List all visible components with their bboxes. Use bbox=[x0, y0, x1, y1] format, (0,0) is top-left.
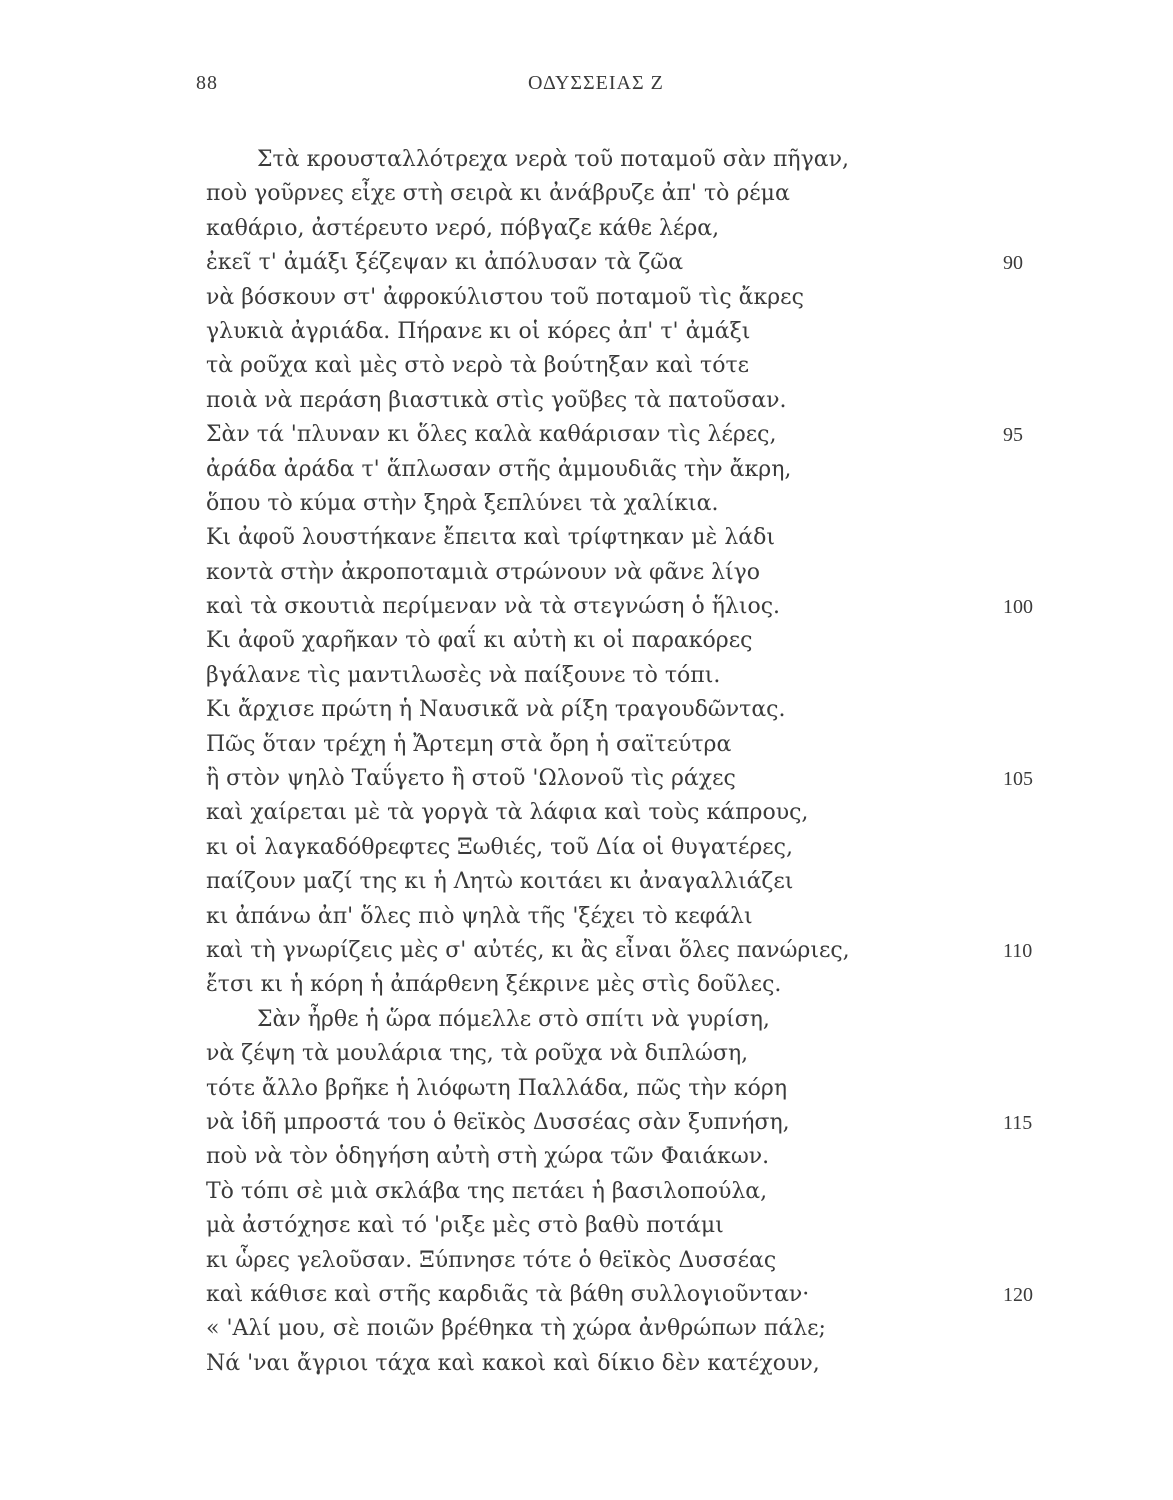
verse-text: καὶ τὴ γνωρίζεις μὲς σ' αὐτές, κι ἂς εἶναι ὅλες πανώριες, bbox=[206, 937, 850, 963]
verse-line bbox=[0, 968, 1173, 1002]
verse-line bbox=[0, 418, 1173, 452]
verse-line bbox=[0, 624, 1173, 658]
verse-text: « 'Αλί μου, σὲ ποιῶν βρέθηκα τὴ χώρα ἀνθρώπων πάλε; bbox=[206, 1316, 826, 1342]
verse-text: νὰ ζέψη τὰ μουλάρια της, τὰ ροῦχα νὰ διπλώση, bbox=[206, 1041, 749, 1067]
verse-text: καθάριο, ἀστέρευτο νερό, πόβγαζε κάθε λέρα, bbox=[206, 215, 720, 241]
line-number: 90 bbox=[1003, 252, 1023, 275]
line-number: 110 bbox=[1003, 939, 1033, 962]
verse-text: ποὺ γοῦρνες εἶχε στὴ σειρὰ κι ἀνάβρυζε ἀπ' τὸ ρέμα bbox=[206, 181, 790, 207]
verse-line bbox=[0, 934, 1173, 968]
page-number: 88 bbox=[196, 72, 218, 94]
verse-line bbox=[0, 693, 1173, 727]
verse-line bbox=[0, 831, 1173, 865]
verse-line bbox=[0, 1312, 1173, 1346]
verse-text: Κι ἀφοῦ λουστήκανε ἔπειτα καὶ τρίφτηκαν μὲ λάδι bbox=[206, 525, 775, 551]
verse-line bbox=[0, 900, 1173, 934]
verse-line bbox=[0, 177, 1173, 211]
verse-line bbox=[0, 1209, 1173, 1243]
line-number: 120 bbox=[1003, 1283, 1033, 1306]
verse-line bbox=[0, 1003, 1173, 1037]
verse-text: κοντὰ στὴν ἀκροποταμιὰ στρώνουν νὰ φᾶνε λίγο bbox=[206, 559, 761, 585]
verse-text: Στὰ κρουσταλλότρεχα νερὰ τοῦ ποταμοῦ σὰν πῆγαν, bbox=[257, 147, 849, 172]
verse-line bbox=[0, 865, 1173, 899]
verse-line bbox=[0, 1244, 1173, 1278]
book-title: ΟΔΥΣΣΕΙΑΣ Ζ bbox=[528, 72, 664, 94]
verse-line bbox=[0, 556, 1173, 590]
verse-text: μὰ ἀστόχησε καὶ τό 'ριξε μὲς στὸ βαθὺ ποτάμι bbox=[206, 1213, 724, 1239]
verse-line bbox=[0, 453, 1173, 487]
verse-text: καὶ κάθισε καὶ στῆς καρδιᾶς τὰ βάθη συλλογιοῦνταν· bbox=[206, 1281, 810, 1307]
verse-line bbox=[0, 762, 1173, 796]
verse-text: Κι ἄρχισε πρώτη ἡ Ναυσικᾶ νὰ ρίξη τραγουδῶντας. bbox=[206, 697, 786, 723]
verse-line bbox=[0, 590, 1173, 624]
verse-text: ποιὰ νὰ περάση βιαστικὰ στὶς γοῦβες τὰ πατοῦσαν. bbox=[206, 387, 787, 413]
verse-line bbox=[0, 728, 1173, 762]
verse-text: Σὰν ἦρθε ἡ ὥρα πόμελλε στὸ σπίτι νὰ γυρίση, bbox=[257, 1006, 770, 1032]
verse-line bbox=[0, 659, 1173, 693]
verse-text: ἀράδα ἀράδα τ' ἅπλωσαν στῆς ἀμμουδιᾶς τὴν ἄκρη, bbox=[206, 456, 792, 482]
verse-text: γλυκιὰ ἀγριάδα. Πήρανε κι οἱ κόρες ἀπ' τ' ἀμάξι bbox=[206, 318, 751, 344]
verse-text: τότε ἄλλο βρῆκε ἡ λιόφωτη Παλλάδα, πῶς τὴν κόρη bbox=[206, 1075, 788, 1101]
verse-line bbox=[0, 143, 1173, 177]
verse-text: ποὺ νὰ τὸν ὁδηγήση αὐτὴ στὴ χώρα τῶν Φαιάκων. bbox=[206, 1144, 770, 1170]
line-number: 115 bbox=[1003, 1111, 1033, 1134]
verse-text: καὶ τὰ σκουτιὰ περίμεναν νὰ τὰ στεγνώση ὁ ἥλιος. bbox=[206, 594, 781, 620]
verse-line bbox=[0, 1037, 1173, 1071]
verse-line bbox=[0, 796, 1173, 830]
verse-text: κι ὧρες γελοῦσαν. Ξύπνησε τότε ὁ θεϊκὸς Δυσσέας bbox=[206, 1247, 777, 1273]
line-number: 95 bbox=[1003, 424, 1023, 447]
verse-text: Σὰν τά 'πλυναν κι ὅλες καλὰ καθάρισαν τὶς λέρες, bbox=[206, 422, 777, 448]
verse-text: Νά 'ναι ἄγριοι τάχα καὶ κακοὶ καὶ δίκιο δὲν κατέχουν, bbox=[206, 1350, 820, 1376]
verse-text: ἐκεῖ τ' ἀμάξι ξέζεψαν κι ἀπόλυσαν τὰ ζῶα bbox=[206, 250, 684, 276]
verse-line bbox=[0, 281, 1173, 315]
poem-text bbox=[0, 143, 1173, 1381]
verse-line bbox=[0, 1278, 1173, 1312]
verse-line bbox=[0, 1106, 1173, 1140]
verse-line bbox=[0, 384, 1173, 418]
verse-text: ἢ στὸν ψηλὸ Ταΰγετο ἢ στοῦ 'Ωλονοῦ τὶς ράχες bbox=[206, 766, 736, 792]
verse-text: νὰ βόσκουν στ' ἀφροκύλιστου τοῦ ποταμοῦ τὶς ἄκρες bbox=[206, 284, 804, 310]
verse-text: καὶ χαίρεται μὲ τὰ γοργὰ τὰ λάφια καὶ τοὺς κάπρους, bbox=[206, 800, 809, 826]
verse-line bbox=[0, 521, 1173, 555]
verse-text: βγάλανε τὶς μαντιλωσὲς νὰ παίξουνε τὸ τόπι. bbox=[206, 662, 721, 688]
verse-line bbox=[0, 212, 1173, 246]
verse-line bbox=[0, 1140, 1173, 1174]
verse-text: Πῶς ὅταν τρέχη ἡ Ἄρτεμη στὰ ὄρη ἡ σαϊτεύτρα bbox=[206, 731, 732, 757]
running-head bbox=[0, 72, 1173, 98]
verse-line bbox=[0, 1175, 1173, 1209]
verse-line bbox=[0, 1347, 1173, 1381]
verse-line bbox=[0, 315, 1173, 349]
verse-line bbox=[0, 246, 1173, 280]
verse-text: Κι ἀφοῦ χαρῆκαν τὸ φαΐ κι αὐτὴ κι οἱ παρακόρες bbox=[206, 628, 753, 654]
verse-text: παίζουν μαζί της κι ἡ Λητὼ κοιτάει κι ἀναγαλλιάζει bbox=[206, 869, 794, 895]
line-number: 105 bbox=[1003, 768, 1033, 791]
verse-line bbox=[0, 487, 1173, 521]
verse-line bbox=[0, 349, 1173, 383]
verse-text: ὅπου τὸ κύμα στὴν ξηρὰ ξεπλύνει τὰ χαλίκια. bbox=[206, 490, 719, 516]
verse-text: νὰ ἰδῆ μπροστά του ὁ θεϊκὸς Δυσσέας σὰν ξυπνήση, bbox=[206, 1109, 790, 1135]
verse-text: κι οἱ λαγκαδόθρεφτες Ξωθιές, τοῦ Δία οἱ θυγατέρες, bbox=[206, 834, 793, 860]
verse-text: κι ἀπάνω ἀπ' ὅλες πιὸ ψηλὰ τῆς 'ξέχει τὸ κεφάλι bbox=[206, 903, 753, 929]
verse-line bbox=[0, 1072, 1173, 1106]
verse-text: τὰ ροῦχα καὶ μὲς στὸ νερὸ τὰ βούτηξαν καὶ τότε bbox=[206, 353, 750, 379]
verse-text: ἔτσι κι ἡ κόρη ἡ ἀπάρθενη ξέκρινε μὲς στὶς δοῦλες. bbox=[206, 972, 782, 998]
line-number: 100 bbox=[1003, 596, 1033, 619]
verse-text: Τὸ τόπι σὲ μιὰ σκλάβα της πετάει ἡ βασιλοπούλα, bbox=[206, 1178, 768, 1204]
